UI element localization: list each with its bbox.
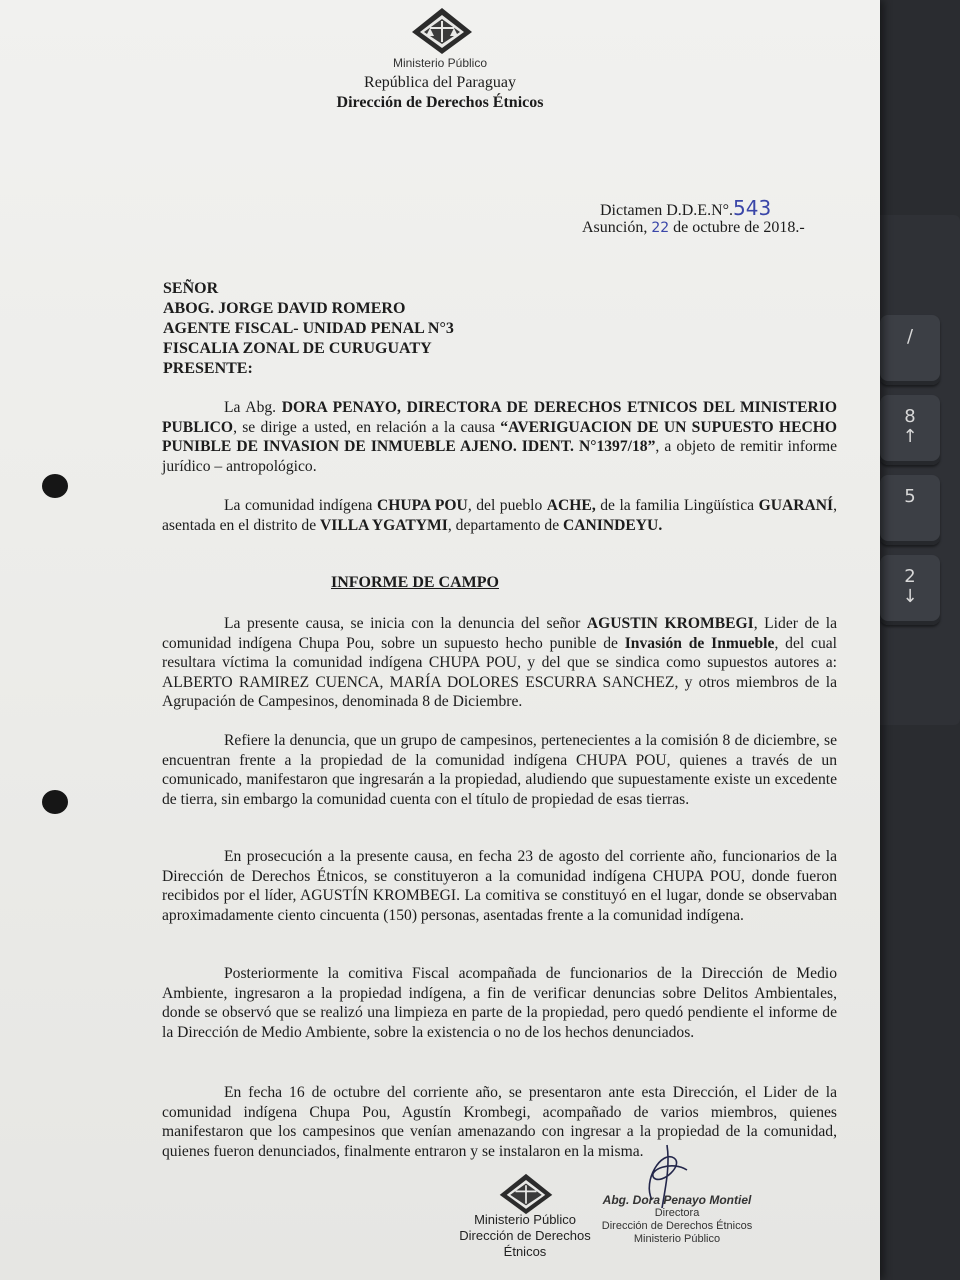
body-paragraph-1: La presente causa, se inicia con la denuncia del señor AGUSTIN KROMBEGI, Lider de la comunidad indígena Chupa Pou, sobre un supuesto hecho punible de Invasión de Inmueble, del cual resultara víctima la comunidad indígena CHUPA POU, y del que se sindica como supuestos autores a: ALBERTO RAMIREZ CUENCA, MARÍA DOLORES ESCURRA SANCHEZ, y otros miembros de la Agrupación de Campesinos, denominada 8 de Diciembre. — [162, 615, 837, 711]
addressee-block — [163, 279, 454, 379]
body-paragraph-3: En prosecución a la presente causa, en fecha 23 de agosto del corriente año, funcionarios de la Dirección de Derechos Étnicos, se constituyeron a la comunidad indígena CHUPA POU, donde fueron recibidos por el líder, AGUSTÍN KROMBEGI. La comitiva se constituyó en el lugar, donde se observaban aproximadamente ciento cincuenta (150) personas, asentadas frente a la comunidad indígena. — [162, 848, 837, 924]
keyboard-key-slash — [880, 315, 940, 385]
addressee-line: AGENTE FISCAL- UNIDAD PENAL N°3 — [163, 320, 454, 337]
body-paragraph-5: En fecha 16 de octubre del corriente año, se presentaron ante esta Dirección, el Lider de la comunidad indígena Chupa Pou, Agustín Krombegi, acompañado de varios miembros, quienes manifestaron que los campesinos que venían amenazando con ingresar a la propiedad de la comunidad, quienes fueron denunciados, finalmente entraron y se instalaron en la misma. — [162, 1084, 837, 1160]
addressee-line: FISCALIA ZONAL DE CURUGUATY — [163, 340, 432, 357]
punch-hole — [42, 474, 68, 498]
intro-paragraph: La Abg. DORA PENAYO, DIRECTORA DE DERECHOS ETNICOS DEL MINISTERIO PUBLICO, se dirige a usted, en relación a la causa “AVERIGUACION DE UN SUPUESTO HECHO PUNIBLE DE INVASION DE INMUEBLE AJENO. IDENT. N°1397/18”, a objeto de remitir informe jurídico – antropológico. — [162, 399, 838, 475]
keyboard-key-2 — [880, 555, 940, 625]
dictamen-label: Dictamen D.D.E.N°. — [600, 202, 734, 219]
body-paragraph-2: Refiere la denuncia, que un grupo de campesinos, pertenecientes a la comisión 8 de diciembre, se encuentran frente a la propiedad de la comunidad indígena CHUPA POU, quienes a través de un comunicado, manifestaron que ingresarán a la propiedad, aludiendo que supuestamente existe un excedente de tierra, sin embargo la comunidad cuenta con el título de propiedad de esas tierras. — [162, 732, 837, 808]
stamp-institution: Ministerio Público — [633, 1233, 721, 1245]
keyboard-key-label: 8 — [904, 406, 916, 427]
arrow-down-icon: ↓ — [902, 586, 918, 607]
keyboard-key-8 — [880, 395, 940, 465]
addressee-line: SEÑOR — [163, 280, 219, 297]
dictamen-reference — [600, 196, 771, 220]
punch-hole — [42, 790, 68, 814]
addressee-line: PRESENTE: — [163, 360, 253, 377]
header-department: Dirección de Derechos Étnicos — [336, 94, 544, 111]
footer-logo-icon — [498, 1172, 554, 1216]
addressee-line: ABOG. JORGE DAVID ROMERO — [163, 300, 406, 317]
header-institution: Ministerio Público — [392, 56, 488, 70]
footer-department: Dirección de Derechos Étnicos — [459, 1228, 591, 1259]
body-paragraph-4: Posteriormente la comitiva Fiscal acompañada de funcionarios de la Dirección de Medio Ambiente, ingresaron a la propiedad indígena, a fin de verificar denuncias sobre Delitos Ambientales, donde se observó que se realizó una limpieza en parte de la propiedad, pero quedó pendiente el informe de la Dirección de Medio Ambiente, sobre la existencia o no de los hechos denunciados. — [162, 965, 837, 1041]
keyboard-key-label: 2 — [904, 566, 916, 587]
arrow-up-icon: ↑ — [902, 426, 918, 447]
community-paragraph: La comunidad indígena CHUPA POU, del pueblo ACHE, de la familia Lingüística GUARANÍ, asentada en el distrito de VILLA YGATYMI, departamento de CANINDEYU. — [162, 497, 837, 534]
stamp-department: Dirección de Derechos Étnicos — [601, 1220, 753, 1232]
footer-institution: Ministerio Público — [474, 1212, 576, 1227]
section-title: INFORME DE CAMPO — [331, 574, 499, 591]
date-city: Asunción, — [582, 219, 648, 236]
ministerio-publico-logo-icon — [410, 6, 474, 56]
date-rest: de octubre de 2018.- — [673, 219, 805, 236]
document-date — [582, 219, 805, 237]
stamp-name: Abg. Dora Penayo Montiel — [602, 1193, 752, 1207]
keyboard-key-label: 5 — [904, 486, 916, 507]
keyboard-key-label: / — [906, 326, 914, 347]
header-country: República del Paraguay — [364, 74, 516, 91]
stamp-title: Directora — [654, 1207, 700, 1219]
date-day: 22 — [651, 220, 670, 236]
dictamen-number: 543 — [733, 196, 772, 220]
signature-stamp — [582, 1194, 772, 1246]
keyboard-key-5 — [880, 475, 940, 545]
